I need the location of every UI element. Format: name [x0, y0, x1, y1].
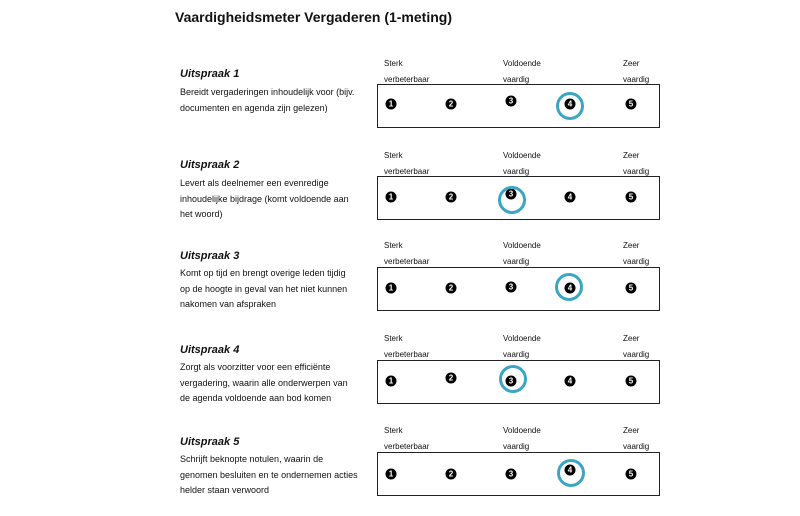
statement-text: Zorgt als voorzitter voor een efficiënte vergadering, waarin alle onderwerpen van de agenda voldoende aan bod komen: [180, 362, 348, 403]
scale-label-low: Sterk verbeterbaar: [384, 426, 430, 451]
scale-label-high: Zeer vaardig: [623, 151, 650, 176]
scale-label-low: Sterk verbeterbaar: [384, 59, 430, 84]
rating-option-1[interactable]: 1: [386, 376, 397, 387]
rating-option-5[interactable]: 5: [626, 283, 637, 294]
statement-heading: Uitspraak 5: [180, 436, 240, 448]
rating-option-4[interactable]: 4: [565, 192, 576, 203]
scale-label-low: Sterk verbeterbaar: [384, 241, 430, 266]
rating-option-1[interactable]: 1: [386, 469, 397, 480]
scale-label-high: Zeer vaardig: [623, 334, 650, 359]
statement-heading: Uitspraak 2: [180, 159, 240, 171]
rating-option-2[interactable]: 2: [446, 283, 457, 294]
rating-option-4[interactable]: 4: [565, 283, 576, 294]
scale-label-low: Sterk verbeterbaar: [384, 334, 430, 359]
scale-label-mid: Voldoende vaardig: [503, 241, 541, 266]
rating-option-1[interactable]: 1: [386, 99, 397, 110]
rating-option-2[interactable]: 2: [446, 373, 457, 384]
scale-label-mid: Voldoende vaardig: [503, 426, 541, 451]
scale-label-high: Zeer vaardig: [623, 241, 650, 266]
statement-text: Schrijft beknopte notulen, waarin de genomen besluiten en te ondernemen acties helder staan verwoord: [180, 454, 358, 495]
statement-heading: Uitspraak 3: [180, 250, 240, 262]
statement-text: Levert als deelnemer een evenredige inhoudelijke bijdrage (komt voldoende aan het woord): [180, 178, 349, 219]
scale-label-low: Sterk verbeterbaar: [384, 151, 430, 176]
scale-label-high: Zeer vaardig: [623, 426, 650, 451]
statement-text: Bereidt vergaderingen inhoudelijk voor (bijv. documenten en agenda zijn gelezen): [180, 87, 355, 113]
rating-option-5[interactable]: 5: [626, 99, 637, 110]
rating-option-3[interactable]: 3: [506, 282, 517, 293]
statement-item-5: [0, 424, 800, 516]
rating-option-3[interactable]: 3: [506, 96, 517, 107]
statement-heading: Uitspraak 4: [180, 344, 240, 356]
rating-option-3[interactable]: 3: [506, 189, 517, 200]
rating-option-1[interactable]: 1: [386, 283, 397, 294]
rating-option-2[interactable]: 2: [446, 469, 457, 480]
statement-item-4: [0, 332, 800, 424]
rating-option-4[interactable]: 4: [565, 99, 576, 110]
rating-scale: [377, 176, 660, 220]
rating-scale: [377, 360, 660, 404]
statement-item-2: [0, 148, 800, 240]
statement-text: Komt op tijd en brengt overige leden tijdig op de hoogte in geval van het niet kunnen nakomen van afspraken: [180, 268, 348, 309]
statement-item-3: [0, 239, 800, 331]
rating-option-1[interactable]: 1: [386, 192, 397, 203]
rating-option-4[interactable]: 4: [565, 465, 576, 476]
rating-option-5[interactable]: 5: [626, 469, 637, 480]
scale-label-high: Zeer vaardig: [623, 59, 650, 84]
rating-scale: [377, 84, 660, 128]
rating-option-5[interactable]: 5: [626, 376, 637, 387]
rating-option-4[interactable]: 4: [565, 376, 576, 387]
page-title: Vaardigheidsmeter Vergaderen (1-meting): [175, 9, 452, 25]
scale-label-mid: Voldoende vaardig: [503, 334, 541, 359]
rating-scale: [377, 267, 660, 311]
rating-option-5[interactable]: 5: [626, 192, 637, 203]
rating-option-2[interactable]: 2: [446, 99, 457, 110]
rating-scale: [377, 452, 660, 496]
rating-option-2[interactable]: 2: [446, 192, 457, 203]
rating-option-3[interactable]: 3: [506, 469, 517, 480]
scale-label-mid: Voldoende vaardig: [503, 151, 541, 176]
statement-item-1: [0, 56, 800, 148]
rating-option-3[interactable]: 3: [506, 376, 517, 387]
scale-label-mid: Voldoende vaardig: [503, 59, 541, 84]
statement-heading: Uitspraak 1: [180, 68, 240, 80]
